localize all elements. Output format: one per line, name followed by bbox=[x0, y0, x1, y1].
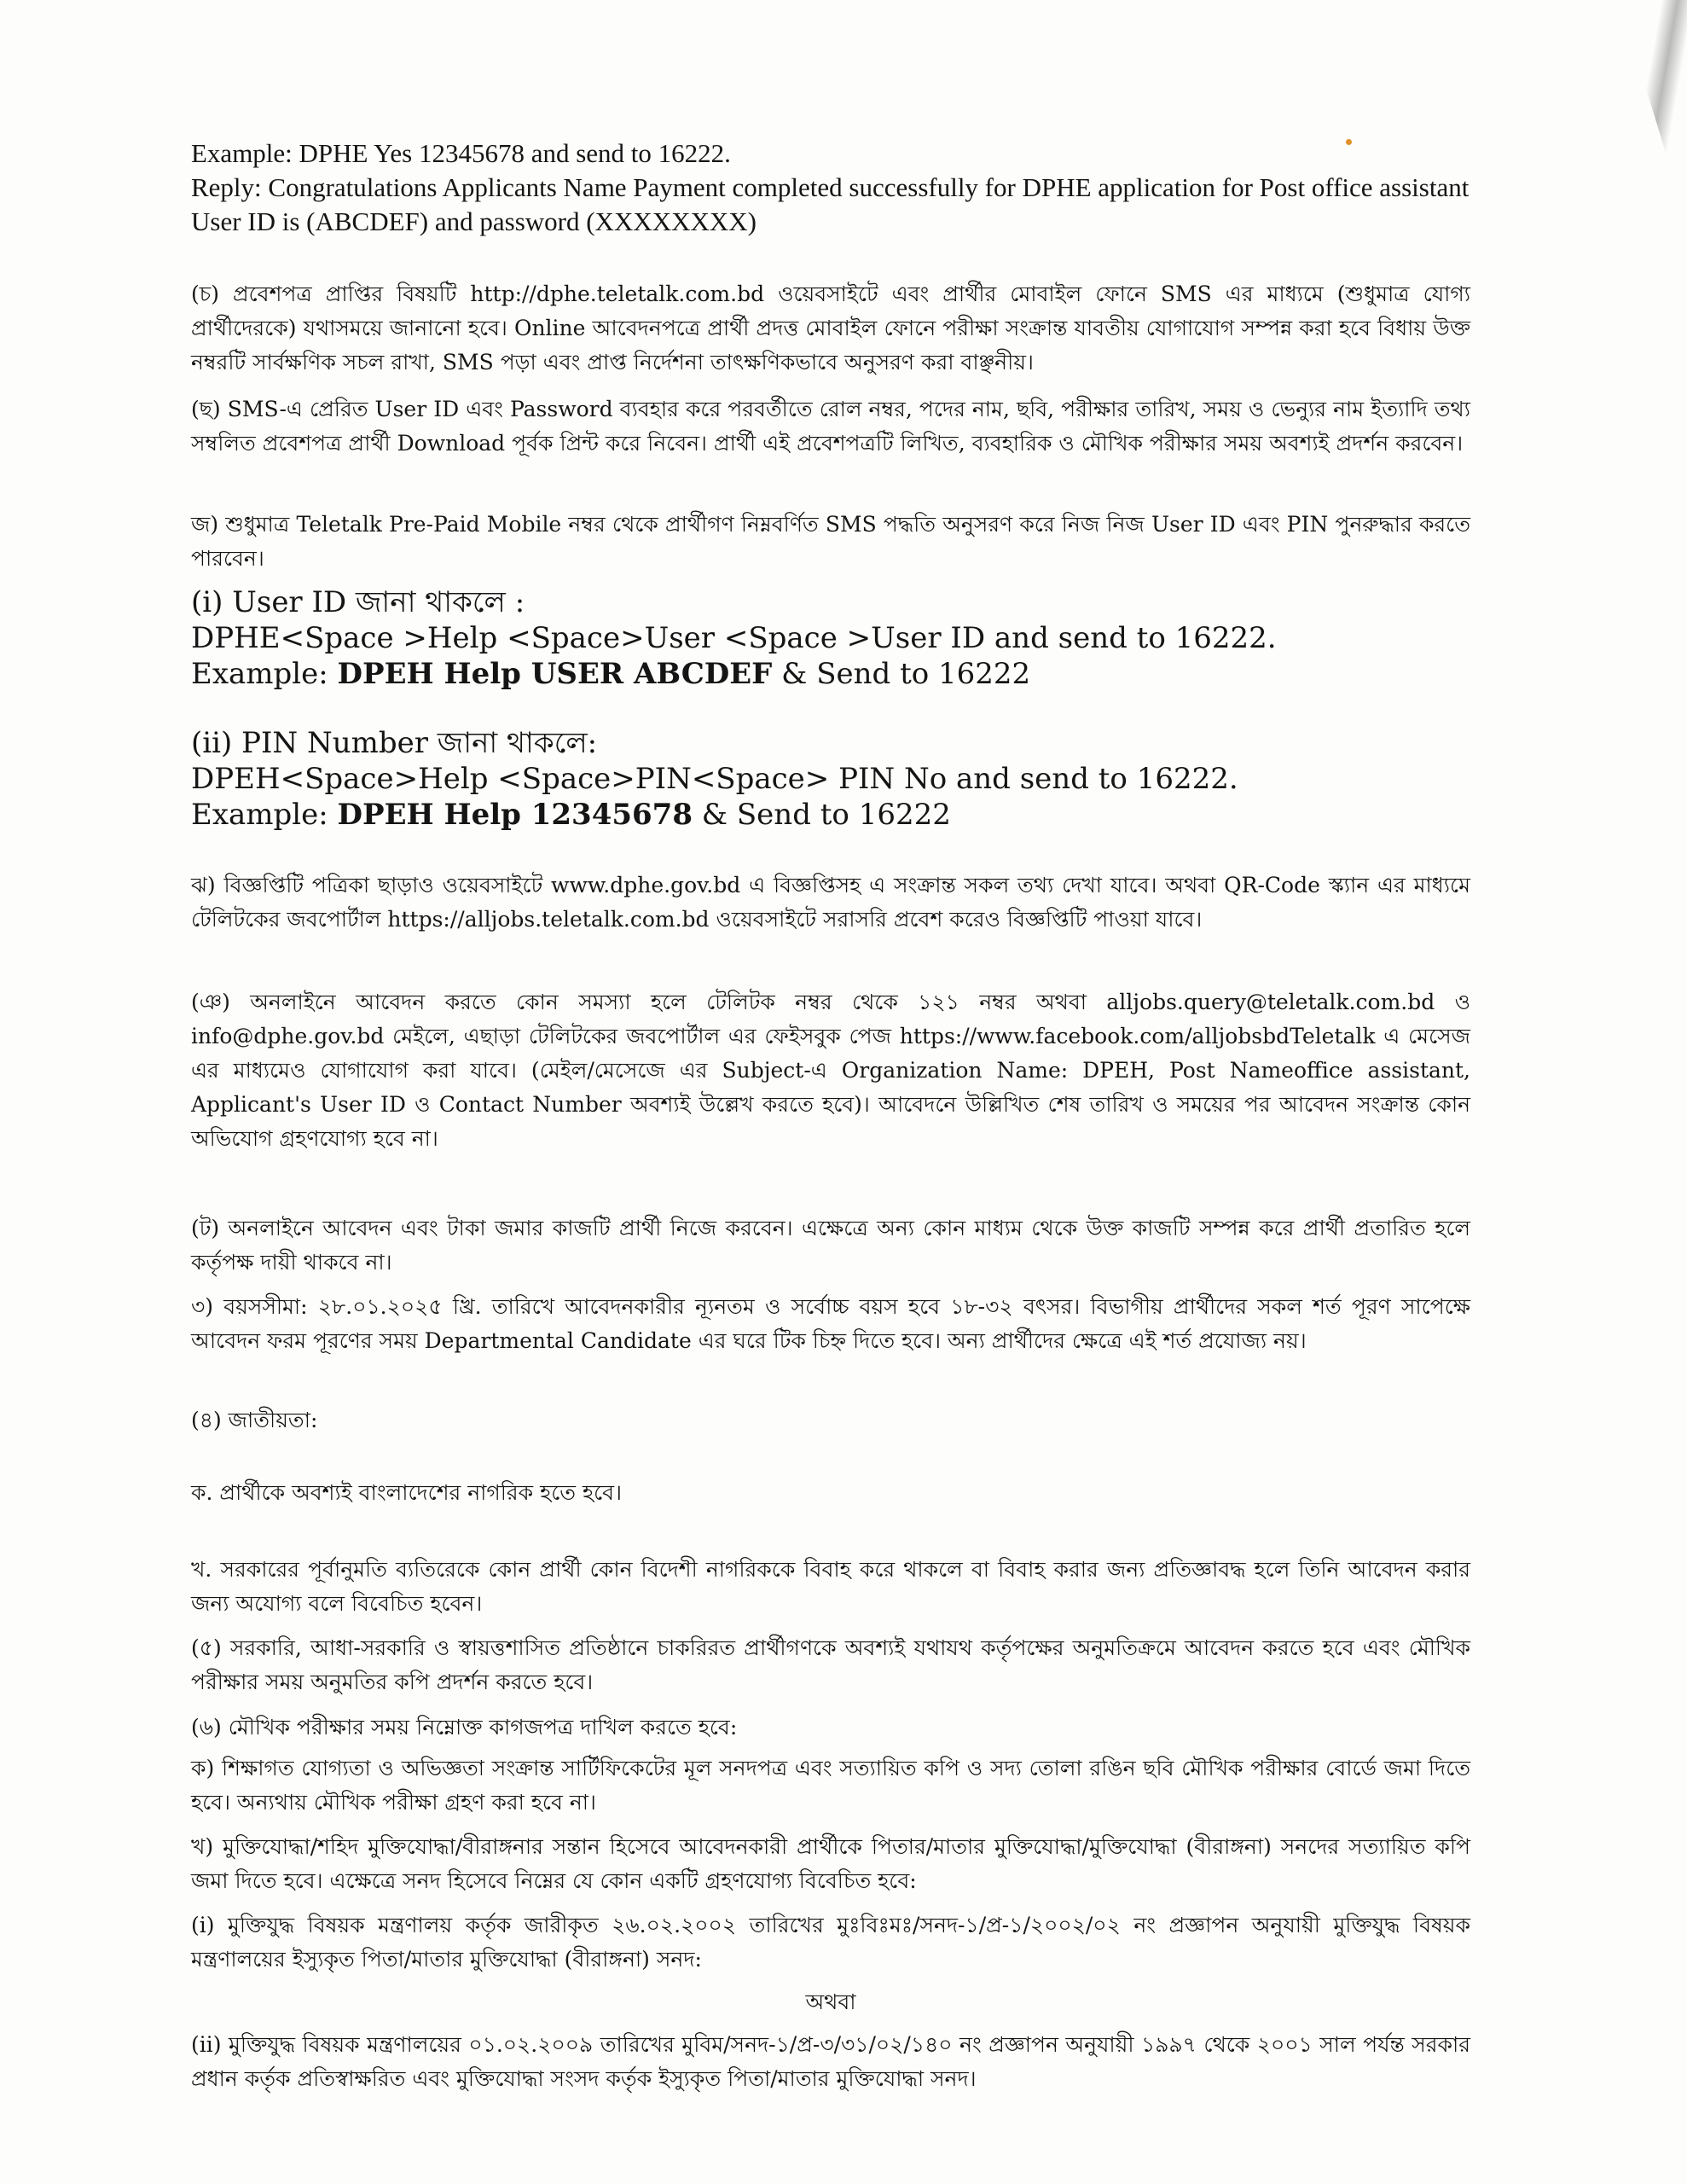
page-curl-shadow bbox=[1619, 0, 1687, 222]
para-nya-support: (ঞ) অনলাইনে আবেদন করতে কোন সমস্যা হলে টেলিটক নম্বর থেকে ১২১ নম্বর অথবা alljobs.query@teletalk.com.bd ও info@dphe.gov.bd মেইলে, এছাড়া টেলিটকের জবপোর্টাল এর ফেইসবুক পেজ https://www.facebook.com/alljobsbdTeletalk এ মেসেজ এর মাধ্যমেও যোগাযোগ করা যাবে। (মেইল/মেসেজে এর Subject-এ Organization Name: DPEH, Post Nameoffice assistant, Applicant's User ID ও Contact Number অবশ্যই উল্লেখ করতে হবে)। আবেদনে উল্লিখিত শেষ তারিখ ও সময়ের পর আবেদন সংক্রান্ত কোন অভিযোগ গ্রহণযোগ্য হবে না। bbox=[191, 990, 1470, 1151]
user-id-format: DPHE<Space >Help <Space>User <Space >User ID and send to 16222. bbox=[191, 621, 1277, 655]
pin-format: DPEH<Space>Help <Space>PIN<Space> PIN No and send to 16222. bbox=[191, 762, 1238, 796]
payment-reply: Reply: Congratulations Applicants Name Payment completed successfully for DPHE application for Post office assistant User ID is (ABCDEF) and password (XXXXXXXX) bbox=[191, 172, 1470, 236]
payment-example: Example: DPHE Yes 12345678 and send to 16222. bbox=[191, 138, 731, 168]
example-command: DPEH Help 12345678 bbox=[337, 798, 693, 832]
para-jha-website: ঝ) বিজ্ঞপ্তিটি পত্রিকা ছাড়াও ওয়েবসাইটে www.dphe.gov.bd এ বিজ্ঞপ্তিসহ এ সংক্রান্ত সকল তথ্য দেখা যাবে। অথবা QR-Code স্ক্যান এর মাধ্যমে টেলিটকের জবপোর্টাল https://alljobs.teletalk.com.bd ওয়েবসাইটে সরাসরি প্রবেশ করেও বিজ্ঞপ্তিটি পাওয়া যাবে। bbox=[191, 873, 1470, 932]
pin-heading: (ii) PIN Number জানা থাকলে: bbox=[191, 726, 598, 760]
para-ja-recovery: জ) শুধুমাত্র Teletalk Pre-Paid Mobile নম্বর থেকে প্রার্থীগণ নিম্নবর্ণিত SMS পদ্ধতি অনুসরণ করে নিজ নিজ User ID এবং PIN পুনরুদ্ধার করতে পারবেন। bbox=[191, 512, 1470, 571]
para-chha-download: (ছ) SMS-এ প্রেরিত User ID এবং Password ব্যবহার করে পরবর্তীতে রোল নম্বর, পদের নাম, ছবি, পরীক্ষার তারিখ, সময় ও ভেন্যুর নাম ইত্যাদি তথ্য সম্বলিত প্রবেশপত্র প্রার্থী Download পূর্বক প্রিন্ট করে নিবেন। প্রার্থী এই প্রবেশপত্রটি লিখিত, ব্যবহারিক ও মৌখিক পরীক্ষার সময় অবশ্যই প্রদর্শন করবেন। bbox=[191, 397, 1470, 456]
para-ta-self-apply: (ট) অনলাইনে আবেদন এবং টাকা জমার কাজটি প্রার্থী নিজে করবেন। এক্ষেত্রে অন্য কোন মাধ্যম থেকে উক্ত কাজটি সম্পন্ন করে প্রার্থী প্রতারিত হলে কর্তৃপক্ষ দায়ী থাকবে না। bbox=[191, 1216, 1470, 1275]
example-label: Example: bbox=[191, 657, 338, 691]
para-4-kha: খ. সরকারের পূর্বানুমতি ব্যতিরেকে কোন প্রার্থী কোন বিদেশী নাগরিককে বিবাহ করে থাকলে বা বিবাহ করার জন্য প্রতিজ্ঞাবদ্ধ হলে তিনি আবেদন করার জন্য অযোগ্য বলে বিবেচিত হবেন। bbox=[191, 1557, 1470, 1616]
example-command: DPEH Help USER ABCDEF bbox=[337, 657, 773, 691]
pin-example bbox=[191, 797, 1470, 833]
para-6-ka: ক) শিক্ষাগত যোগ্যতা ও অভিজ্ঞতা সংক্রান্ত সার্টিফিকেটের মূল সনদপত্র এবং সত্যায়িত কপি ও সদ্য তোলা রঙিন ছবি মৌখিক পরীক্ষার বোর্ডে জমা দিতে হবে। অন্যথায় মৌখিক পরীক্ষা গ্রহণ করা হবে না। bbox=[191, 1756, 1470, 1815]
or-separator: অথবা bbox=[805, 1989, 856, 2014]
user-id-heading: (i) User ID জানা থাকলে : bbox=[191, 585, 525, 619]
para-6-ii: (ii) মুক্তিযুদ্ধ বিষয়ক মন্ত্রণালয়ের ০১.০২.২০০৯ তারিখের মুবিম/সনদ-১/প্র-৩/৩১/০২/১৪০ নং প্রজ্ঞাপন অনুযায়ী ১৯৯৭ থেকে ২০০১ সাল পর্যন্ত সরকার প্রধান কর্তৃক প্রতিস্বাক্ষরিত এবং মুক্তিযোদ্ধা সংসদ কর্তৃক ইস্যুকৃত পিতা/মাতার মুক্তিযোদ্ধা সনদ। bbox=[191, 2032, 1470, 2091]
para-6-kha: খ) মুক্তিযোদ্ধা/শহিদ মুক্তিযোদ্ধা/বীরাঙ্গনার সন্তান হিসেবে আবেদনকারী প্রার্থীকে পিতার/মাতার মুক্তিযোদ্ধা/মুক্তিযোদ্ধা (বীরাঙ্গনা) সনদের সত্যায়িত কপি জমা দিতে হবে। এক্ষেত্রে সনদ হিসেবে নিম্নের যে কোন একটি গ্রহণযোগ্য বিবেচিত হবে: bbox=[191, 1834, 1470, 1893]
para-6-heading: (৬) মৌখিক পরীক্ষার সময় নিম্নোক্ত কাগজপত্র দাখিল করতে হবে: bbox=[191, 1715, 738, 1740]
para-5-employed: (৫) সরকারি, আধা-সরকারি ও স্বায়ত্তশাসিত প্রতিষ্ঠানে চাকরিরত প্রার্থীগণকে অবশ্যই যথাযথ কর্তৃপক্ষের অনুমতিক্রমে আবেদন করতে হবে এবং মৌখিক পরীক্ষার সময় অনুমতির কপি প্রদর্শন করতে হবে। bbox=[191, 1635, 1470, 1694]
para-4-heading: (৪) জাতীয়তা: bbox=[191, 1408, 318, 1432]
example-tail: & Send to 16222 bbox=[772, 657, 1031, 691]
user-id-example bbox=[191, 656, 1470, 692]
example-label: Example: bbox=[191, 798, 338, 832]
para-4-ka: ক. প্রার্থীকে অবশ্যই বাংলাদেশের নাগরিক হতে হবে। bbox=[191, 1480, 623, 1505]
example-tail: & Send to 16222 bbox=[693, 798, 951, 832]
para-cha-admit-card: (চ) প্রবেশপত্র প্রাপ্তির বিষয়টি http://dphe.teletalk.com.bd ওয়েবসাইটে এবং প্রার্থীর মোবাইল ফোনে SMS এর মাধ্যমে (শুধুমাত্র যোগ্য প্রার্থীদেরকে) যথাসময়ে জানানো হবে। Online আবেদনপত্রে প্রার্থী প্রদত্ত মোবাইল ফোনে পরীক্ষা সংক্রান্ত যাবতীয় যোগাযোগ সম্পন্ন করা হবে বিধায় উক্ত নম্বরটি সার্বক্ষণিক সচল রাখা, SMS পড়া এবং প্রাপ্ত নির্দেশনা তাৎক্ষণিকভাবে অনুসরণ করা বাঞ্ছনীয়। bbox=[191, 282, 1470, 375]
para-6-i: (i) মুক্তিযুদ্ধ বিষয়ক মন্ত্রণালয় কর্তৃক জারীকৃত ২৬.০২.২০০২ তারিখের মুঃবিঃমঃ/সনদ-১/প্র-১/২০০২/০২ নং প্রজ্ঞাপন অনুযায়ী মুক্তিযুদ্ধ বিষয়ক মন্ত্রণালয়ের ইস্যুকৃত পিতা/মাতার মুক্তিযোদ্ধা (বীরাঙ্গনা) সনদ: bbox=[191, 1913, 1470, 1972]
para-3-age-limit: ৩) বয়সসীমা: ২৮.০১.২০২৫ খ্রি. তারিখে আবেদনকারীর ন্যূনতম ও সর্বোচ্চ বয়স হবে ১৮-৩২ বৎসর। বিভাগীয় প্রার্থীদের সকল শর্ত পূরণ সাপেক্ষে আবেদন ফরম পূরণের সময় Departmental Candidate এর ঘরে টিক চিহ্ন দিতে হবে। অন্য প্রার্থীদের ক্ষেত্রে এই শর্ত প্রযোজ্য নয়। bbox=[191, 1294, 1470, 1353]
